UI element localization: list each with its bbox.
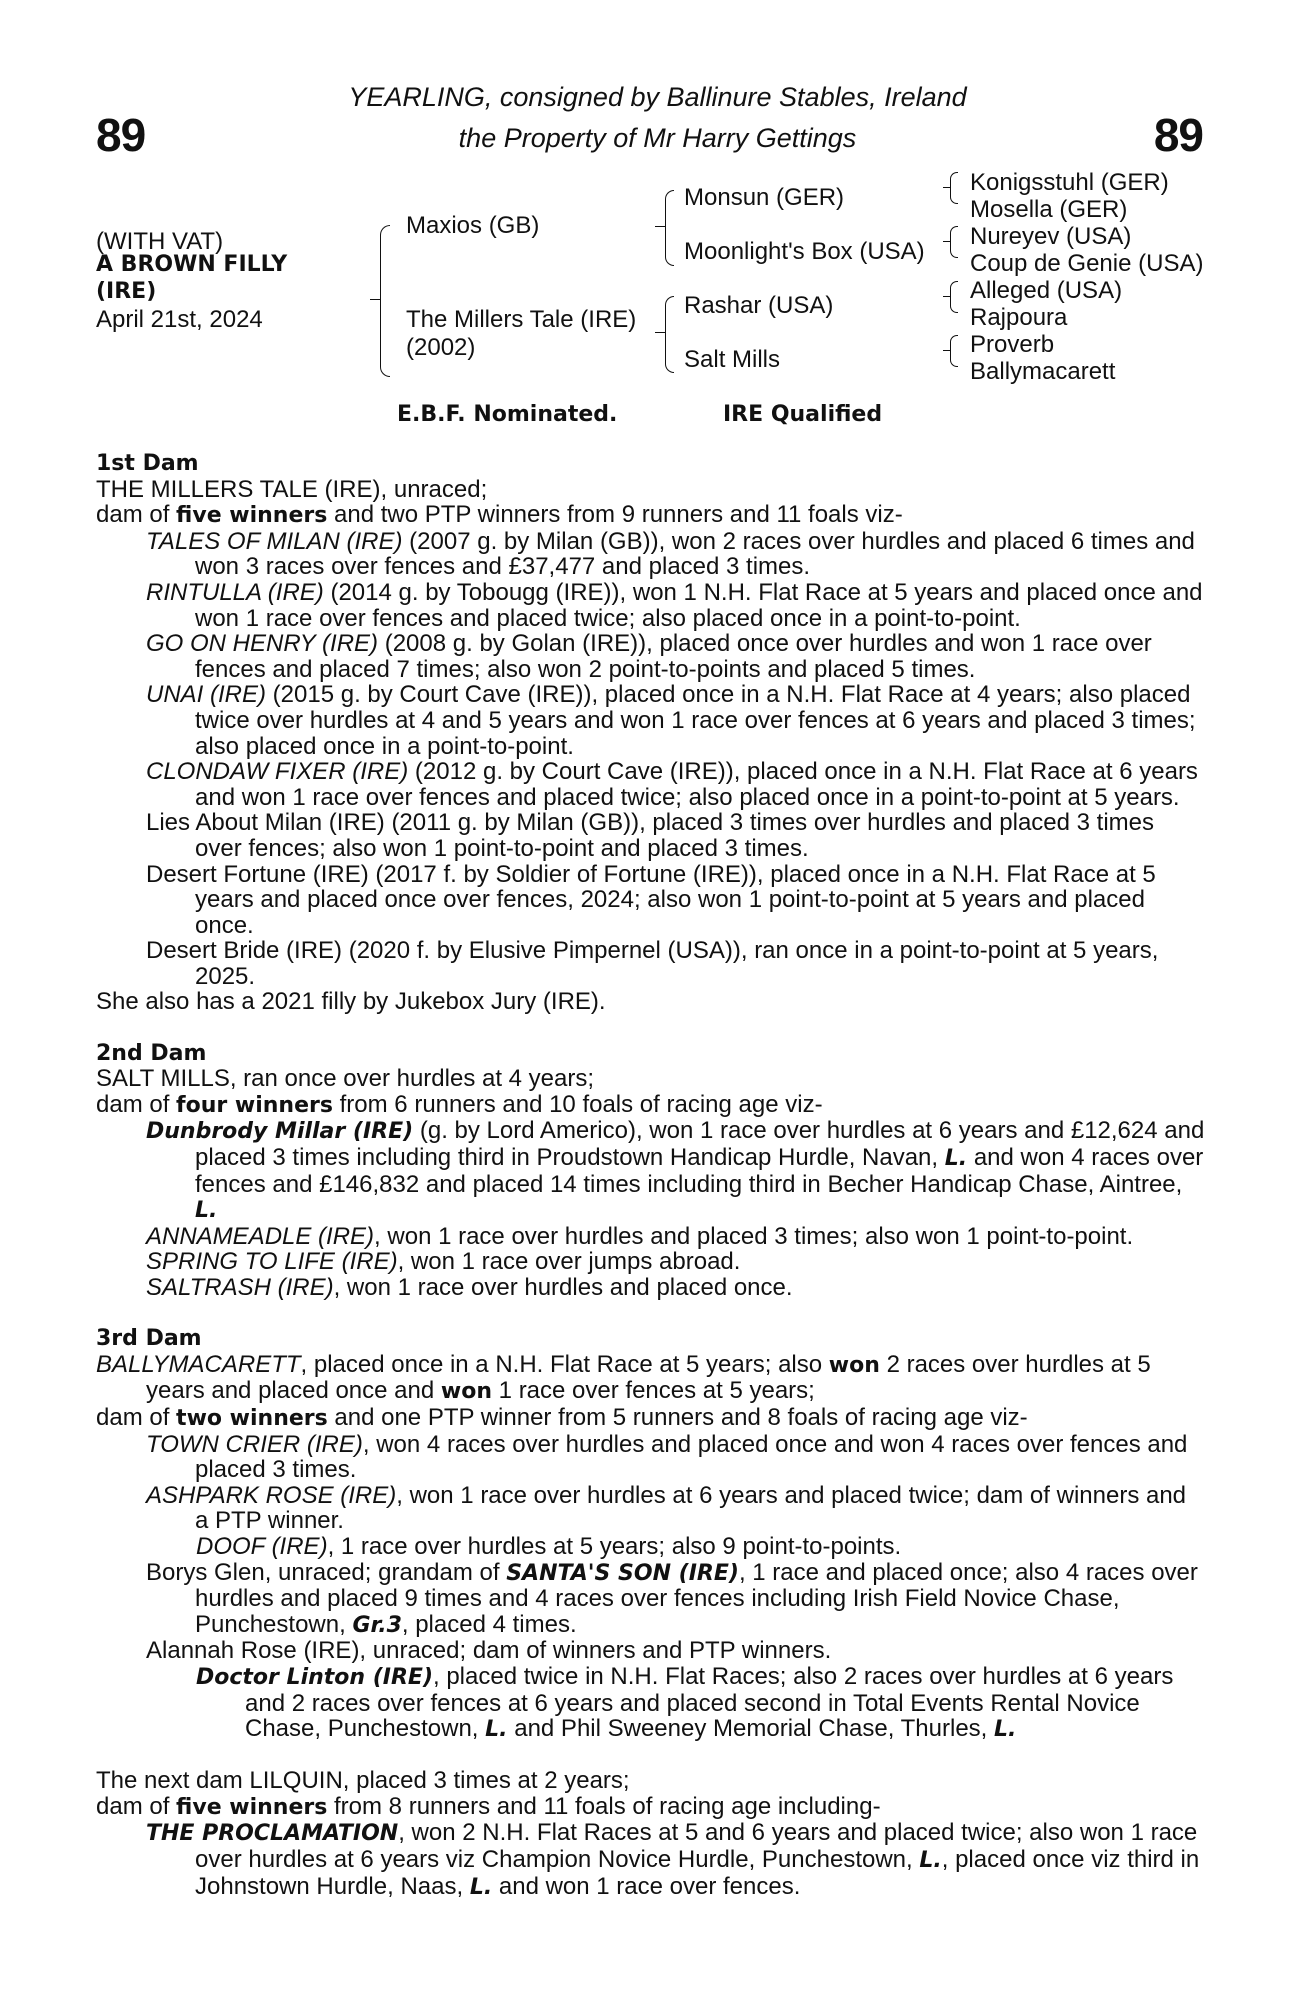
pedigree-brace-dam: [665, 296, 674, 373]
pedigree-brace-sire: [665, 190, 674, 266]
foaling-date: April 21st, 2024: [96, 306, 263, 333]
third-dam-record: BALLYMACARETT, placed once in a N.H. Flat Race at 5 years; also won 2 races over hurdles at 5 years and placed once and won 1 race over fences at 5 years;: [96, 1350, 1151, 1405]
pedigree-g3-6: Rajpoura: [970, 304, 1068, 331]
horse-origin: (IRE): [96, 279, 157, 304]
produce-entry: Desert Fortune (IRE) (2017 f. by Soldier of Fortune (IRE)), placed once in a N.H. Flat Race at 5 years and placed once over fences, 2024; also won 1 point-to-point at 5 years and placed once.: [146, 860, 1156, 939]
first-dam-produce-summary: dam of five winners and two PTP winners from 9 runners and 11 foals viz-: [96, 501, 903, 529]
produce-entry: Desert Bride (IRE) (2020 f. by Elusive Pimpernel (USA)), ran once in a point-to-point at 5 years, 2025.: [146, 937, 1159, 990]
produce-entry: Alannah Rose (IRE), unraced; dam of winners and PTP winners.: [146, 1637, 832, 1665]
produce-entry: GO ON HENRY (IRE) (2008 g. by Golan (IRE)), placed once over hurdles and won 1 race over fences and placed 7 times; also won 2 point-to-points and placed 5 times.: [146, 630, 1152, 683]
produce-entry: Doctor Linton (IRE), placed twice in N.H. Flat Races; also 2 races over hurdles at 6 years and 2 races over fences at 6 years and placed second in Total Events Rental Novice Chase, Punchestown, L. and Phil Sweeney Memorial Chase, Thurles, L.: [196, 1662, 1174, 1743]
pedigree-brace-g3-4: [950, 335, 958, 367]
pedigree-g3-4: Coup de Genie (USA): [970, 250, 1204, 277]
pedigree-g3-5: Alleged (USA): [970, 277, 1123, 304]
produce-entry: TALES OF MILAN (IRE) (2007 g. by Milan (GB)), won 2 races over hurdles and placed 6 times and won 3 races over fences and £37,477 and placed 3 times.: [146, 527, 1195, 581]
pedigree-dam-year: (2002): [406, 334, 476, 361]
lot-number-right: 89: [1153, 109, 1203, 161]
first-dam-heading: 1st Dam: [96, 451, 199, 476]
lot-number-left: 89: [96, 109, 146, 161]
produce-entry: TOWN CRIER (IRE), won 4 races over hurdles and placed once and won 4 races over fences and placed 3 times.: [146, 1430, 1188, 1484]
catalogue-body: [96, 451, 1206, 1900]
pedigree-brace-g3-3: [950, 281, 958, 313]
produce-entry: Dunbrody Millar (IRE) (g. by Lord Americo), won 1 race over hurdles at 6 years and £12,624 and placed 3 times including third in Proudstown Handicap Hurdle, Navan, L. and won 4 races over fences and £146,832 and placed 14 times including third in Becher Handicap Chase, Aintree, L.: [146, 1117, 1205, 1224]
pedigree-g3-7: Proverb: [970, 331, 1055, 358]
second-dam-name: SALT MILLS, ran once over hurdles at 4 years;: [96, 1065, 595, 1093]
pedigree-brace-main: [380, 225, 390, 377]
horse-description: A BROWN FILLY: [96, 252, 288, 277]
produce-entry: ANNAMEADLE (IRE), won 1 race over hurdles and placed 3 times; also won 1 point-to-point.: [146, 1222, 1134, 1250]
pedigree-g3-1: Konigsstuhl (GER): [970, 169, 1169, 196]
ebf-badge: E.B.F. Nominated.: [397, 402, 618, 427]
next-dam-produce-summary: dam of five winners from 8 runners and 11 foals of racing age including-: [96, 1792, 881, 1820]
produce-entry: ASHPARK ROSE (IRE), won 1 race over hurdles at 6 years and placed twice; dam of winners and a PTP winner.: [146, 1481, 1187, 1535]
ire-badge: IRE Qualified: [723, 402, 883, 427]
pedigree-sire-sire: Monsun (GER): [684, 184, 845, 211]
produce-entry: SPRING TO LIFE (IRE), won 1 race over jumps abroad.: [146, 1248, 741, 1276]
pedigree-brace-g3-1: [950, 172, 958, 204]
pedigree-brace-g3-2: [950, 226, 958, 258]
produce-entry: CLONDAW FIXER (IRE) (2012 g. by Court Cave (IRE)), placed once in a N.H. Flat Race at 6 years and won 1 race over fences and placed twice; also placed once in a point-to-point at 5 years.: [146, 758, 1198, 811]
first-dam-also: She also has a 2021 filly by Jukebox Jury (IRE).: [96, 988, 606, 1016]
produce-entry: THE PROCLAMATION, won 2 N.H. Flat Races at 5 and 6 years and placed twice; also won 1 race over hurdles at 6 years viz Champion Novice Hurdle, Punchestown, L., placed once viz third in Johnstown Hurdle, Naas, L. and won 1 race over fences.: [146, 1819, 1200, 1900]
pedigree-dam: The Millers Tale (IRE): [406, 306, 637, 333]
property-line: the Property of Mr Harry Gettings: [458, 123, 857, 153]
second-dam-heading: 2nd Dam: [96, 1040, 207, 1066]
pedigree-sire-dam: Moonlight's Box (USA): [684, 238, 925, 265]
pedigree-g3-8: Ballymacarett: [970, 358, 1116, 385]
produce-entry: DOOF (IRE), 1 race over hurdles at 5 years; also 9 point-to-points.: [196, 1532, 902, 1560]
pedigree-sire: Maxios (GB): [406, 212, 540, 239]
produce-entry: Lies About Milan (IRE) (2011 g. by Milan (GB)), placed 3 times over hurdles and placed 3 times over fences; also won 1 point-to-point and placed 3 times.: [146, 809, 1155, 862]
pedigree-g3-2: Mosella (GER): [970, 196, 1128, 223]
produce-entry: Borys Glen, unraced; grandam of SANTA'S SON (IRE), 1 race and placed once; also 4 races over hurdles and placed 9 times and 4 races over fences including Irish Field Novice Chase, Punchestown, Gr.3, placed 4 times.: [146, 1558, 1198, 1638]
vat-note: (WITH VAT): [96, 228, 224, 255]
produce-entry: UNAI (IRE) (2015 g. by Court Cave (IRE)), placed once in a N.H. Flat Race at 4 years; also placed twice over hurdles at 4 and 5 years and won 1 race over fences at 6 years and placed 3 times; also placed once in a point-to-point.: [146, 681, 1196, 760]
third-dam-heading: 3rd Dam: [96, 1326, 202, 1352]
third-dam-produce-summary: dam of two winners and one PTP winner from 5 runners and 8 foals of racing age viz-: [96, 1403, 1028, 1431]
produce-entry: SALTRASH (IRE), won 1 race over hurdles and placed once.: [146, 1274, 793, 1301]
consignor-line: YEARLING, consigned by Ballinure Stables, Ireland: [348, 82, 967, 112]
pedigree-g3-3: Nureyev (USA): [970, 223, 1132, 250]
second-dam-produce-summary: dam of four winners from 6 runners and 10 foals of racing age viz-: [96, 1090, 823, 1118]
pedigree-dam-dam: Salt Mills: [684, 346, 781, 373]
first-dam-name: THE MILLERS TALE (IRE), unraced;: [96, 475, 488, 503]
next-dam-name: The next dam LILQUIN, placed 3 times at 2 years;: [96, 1767, 630, 1795]
pedigree-dam-sire: Rashar (USA): [684, 292, 834, 319]
produce-entry: RINTULLA (IRE) (2014 g. by Tobougg (IRE)), won 1 N.H. Flat Race at 5 years and placed once and won 1 race over fences and placed twice; also placed once in a point-to-point.: [146, 578, 1203, 632]
